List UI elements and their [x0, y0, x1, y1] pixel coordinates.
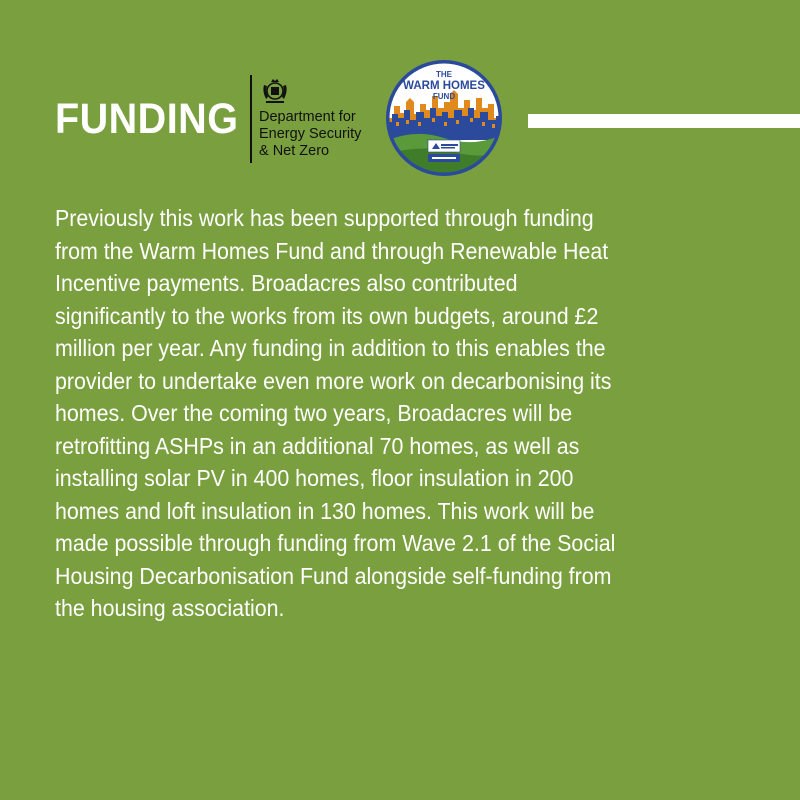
- body-line: significantly to the works from its own budgets, around £2: [55, 302, 599, 329]
- body-paragraph: [55, 202, 753, 625]
- body-line: homes and loft insulation in 130 homes. This work will be: [55, 497, 595, 524]
- body-line: Incentive payments. Broadacres also contributed: [55, 270, 518, 296]
- body-line: Housing Decarbonisation Fund alongside self-funding from: [55, 562, 612, 589]
- body-line: made possible through funding from Wave 2.1 of the Social: [55, 530, 616, 556]
- body-line: Previously this work has been supported through funding: [55, 205, 594, 231]
- page-title: FUNDING: [55, 95, 239, 143]
- department-line-1: Department for: [259, 109, 356, 125]
- body-line: from the Warm Homes Fund and through Renewable Heat: [55, 237, 609, 264]
- royal-crest-icon: [260, 77, 290, 105]
- logo-divider: [250, 75, 252, 163]
- body-line: million per year. Any funding in addition to this enables the: [55, 335, 606, 361]
- body-line: provider to undertake even more work on decarbonising its: [55, 367, 612, 394]
- body-line: retrofitting ASHPs in an additional 70 homes, as well as: [55, 432, 580, 459]
- badge-top-word: THE: [436, 70, 452, 79]
- body-line: homes. Over the coming two years, Broadacres will be: [55, 400, 573, 426]
- department-line-2: Energy Security: [259, 126, 362, 142]
- body-line: installing solar PV in 400 homes, floor insulation in 200: [55, 465, 574, 491]
- warm-homes-fund-logo: [384, 58, 504, 178]
- decorative-divider: [528, 114, 800, 128]
- department-logo: [250, 75, 385, 167]
- department-line-3: & Net Zero: [259, 143, 330, 159]
- badge-bottom-word: FUND: [432, 92, 456, 101]
- body-line: the housing association.: [55, 595, 285, 621]
- badge-title: WARM HOMES: [403, 80, 485, 92]
